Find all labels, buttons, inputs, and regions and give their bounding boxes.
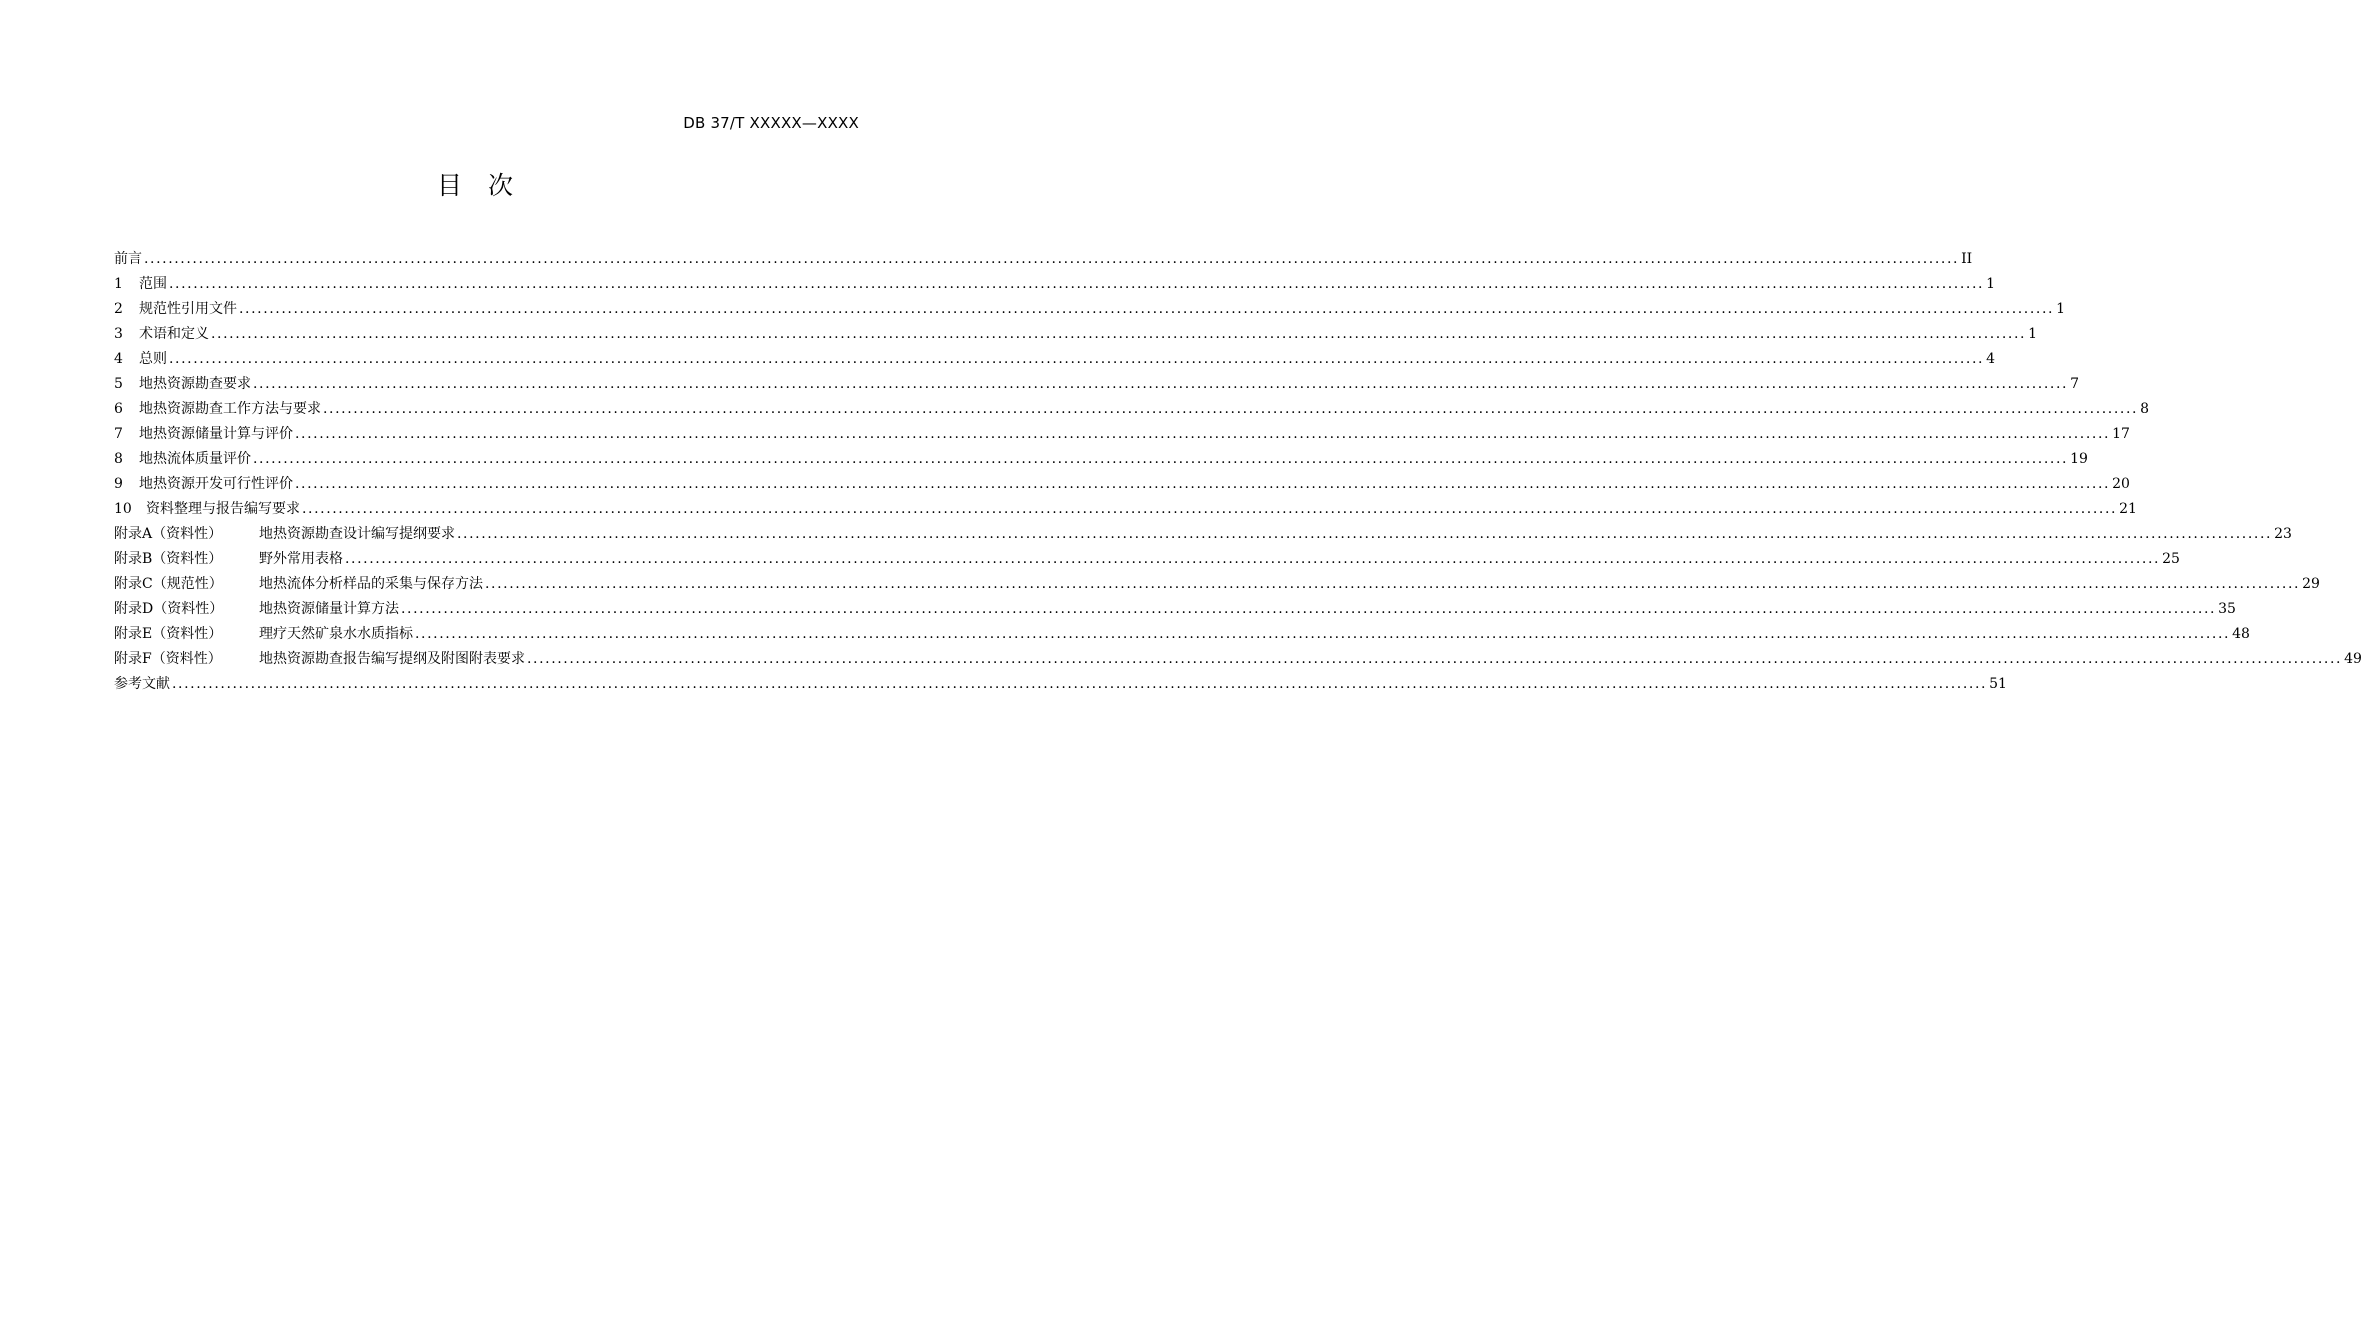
toc-page-number: 20 <box>2112 476 2130 492</box>
toc-entry[interactable] <box>114 372 2079 397</box>
toc-entry[interactable] <box>114 397 2149 422</box>
toc-section-number: 10 <box>114 501 132 517</box>
toc-entry-label: 理疗天然矿泉水水质指标 <box>259 626 413 642</box>
toc-page-number: 17 <box>2112 426 2130 442</box>
toc-entry-label: 地热资源勘查设计编写提纲要求 <box>259 526 455 542</box>
toc-dot-leader: ............................................................................................................................................................................................................................................................................................................ <box>144 251 1960 267</box>
toc-entry-label: 规范性引用文件 <box>139 301 237 317</box>
toc-dot-leader: ............................................................................................................................................................................................................................................................................................................ <box>169 351 1985 367</box>
toc-page-number: 29 <box>2302 576 2320 592</box>
toc-dot-leader: ............................................................................................................................................................................................................................................................................................................ <box>415 626 2231 642</box>
toc-dot-leader: ............................................................................................................................................................................................................................................................................................................ <box>169 276 1985 292</box>
toc-section-number: 1 <box>114 276 123 292</box>
toc-section-number: 9 <box>114 476 123 492</box>
toc-entry-label: 地热资源勘查报告编写提纲及附图附表要求 <box>259 651 525 667</box>
toc-entry-label: 地热资源勘查要求 <box>139 376 251 392</box>
toc-page-number: 8 <box>2140 401 2149 417</box>
toc-entry[interactable] <box>114 647 2362 672</box>
toc-page-number: 7 <box>2070 376 2079 392</box>
toc-entry-label: 地热资源开发可行性评价 <box>139 476 293 492</box>
toc-entry-label: 地热流体质量评价 <box>139 451 251 467</box>
toc-dot-leader: ............................................................................................................................................................................................................................................................................................................ <box>211 326 2027 342</box>
toc-section-number: 3 <box>114 326 123 342</box>
document-code: DB 37/T XXXXX—XXXX <box>683 114 859 132</box>
toc-entry-label: 野外常用表格 <box>259 551 343 567</box>
toc-entry-label: 地热资源储量计算方法 <box>259 601 399 617</box>
toc-page-number: 51 <box>1989 676 2007 692</box>
toc-entry-label: 资料整理与报告编写要求 <box>146 501 300 517</box>
toc-appendix-label: 附录D（资料性） <box>114 601 224 617</box>
toc-appendix-label: 附录C（规范性） <box>114 576 223 592</box>
toc-section-number: 8 <box>114 451 123 467</box>
toc-entry-label: 总则 <box>139 351 167 367</box>
toc-page-number: 23 <box>2274 526 2292 542</box>
toc-dot-leader: ............................................................................................................................................................................................................................................................................................................ <box>457 526 2273 542</box>
toc-entry[interactable] <box>114 447 2088 472</box>
toc-dot-leader: ............................................................................................................................................................................................................................................................................................................ <box>345 551 2161 567</box>
toc-page-number: 25 <box>2162 551 2180 567</box>
toc-section-number: 4 <box>114 351 123 367</box>
toc-page-number: 21 <box>2119 501 2137 517</box>
toc-section-number: 7 <box>114 426 123 442</box>
toc-appendix-label: 附录E（资料性） <box>114 626 223 642</box>
toc-dot-leader: ............................................................................................................................................................................................................................................................................................................ <box>172 676 1988 692</box>
toc-entry[interactable] <box>114 272 1995 297</box>
toc-page-number: 4 <box>1986 351 1995 367</box>
toc-section-number: 2 <box>114 301 123 317</box>
toc-page-number: 49 <box>2344 651 2362 667</box>
toc-entry[interactable] <box>114 497 2137 522</box>
toc-entry-label: 地热资源勘查工作方法与要求 <box>139 401 321 417</box>
toc-entry-label: 范围 <box>139 276 167 292</box>
toc-entry-label: 地热资源储量计算与评价 <box>139 426 293 442</box>
toc-list <box>114 247 2362 697</box>
toc-entry[interactable] <box>114 472 2130 497</box>
toc-entry[interactable] <box>114 672 2007 697</box>
toc-entry[interactable] <box>114 522 2292 547</box>
toc-page-number: II <box>1961 251 1973 267</box>
toc-page-number: 1 <box>2028 326 2037 342</box>
toc-dot-leader: ............................................................................................................................................................................................................................................................................................................ <box>401 601 2217 617</box>
toc-dot-leader: ............................................................................................................................................................................................................................................................................................................ <box>323 401 2139 417</box>
toc-dot-leader: ............................................................................................................................................................................................................................................................................................................ <box>253 376 2069 392</box>
toc-entry[interactable] <box>114 622 2250 647</box>
toc-page-number: 35 <box>2218 601 2236 617</box>
toc-entry[interactable] <box>114 347 1995 372</box>
toc-entry[interactable] <box>114 597 2236 622</box>
toc-section-number: 6 <box>114 401 123 417</box>
toc-entry[interactable] <box>114 547 2180 572</box>
toc-dot-leader: ............................................................................................................................................................................................................................................................................................................ <box>253 451 2069 467</box>
toc-page-number: 48 <box>2232 626 2250 642</box>
toc-entry[interactable] <box>114 572 2320 597</box>
toc-dot-leader: ............................................................................................................................................................................................................................................................................................................ <box>527 651 2343 667</box>
toc-entry-label: 参考文献 <box>114 676 170 692</box>
toc-page-number: 1 <box>1986 276 1995 292</box>
toc-appendix-label: 附录B（资料性） <box>114 551 223 567</box>
toc-dot-leader: ............................................................................................................................................................................................................................................................................................................ <box>295 426 2111 442</box>
toc-dot-leader: ............................................................................................................................................................................................................................................................................................................ <box>239 301 2055 317</box>
toc-entry-label: 术语和定义 <box>139 326 209 342</box>
toc-entry[interactable] <box>114 297 2065 322</box>
toc-section-number: 5 <box>114 376 123 392</box>
toc-entry[interactable] <box>114 422 2130 447</box>
toc-appendix-label: 附录F（资料性） <box>114 651 222 667</box>
toc-page-number: 19 <box>2070 451 2088 467</box>
toc-entry-label: 地热流体分析样品的采集与保存方法 <box>259 576 483 592</box>
toc-entry[interactable] <box>114 322 2037 347</box>
toc-dot-leader: ............................................................................................................................................................................................................................................................................................................ <box>485 576 2301 592</box>
toc-entry[interactable] <box>114 247 1973 272</box>
toc-entry-label: 前言 <box>114 251 142 267</box>
toc-dot-leader: ............................................................................................................................................................................................................................................................................................................ <box>302 501 2118 517</box>
toc-page-number: 1 <box>2056 301 2065 317</box>
toc-title: 目次 <box>436 171 539 200</box>
toc-dot-leader: ............................................................................................................................................................................................................................................................................................................ <box>295 476 2111 492</box>
toc-appendix-label: 附录A（资料性） <box>114 526 223 542</box>
